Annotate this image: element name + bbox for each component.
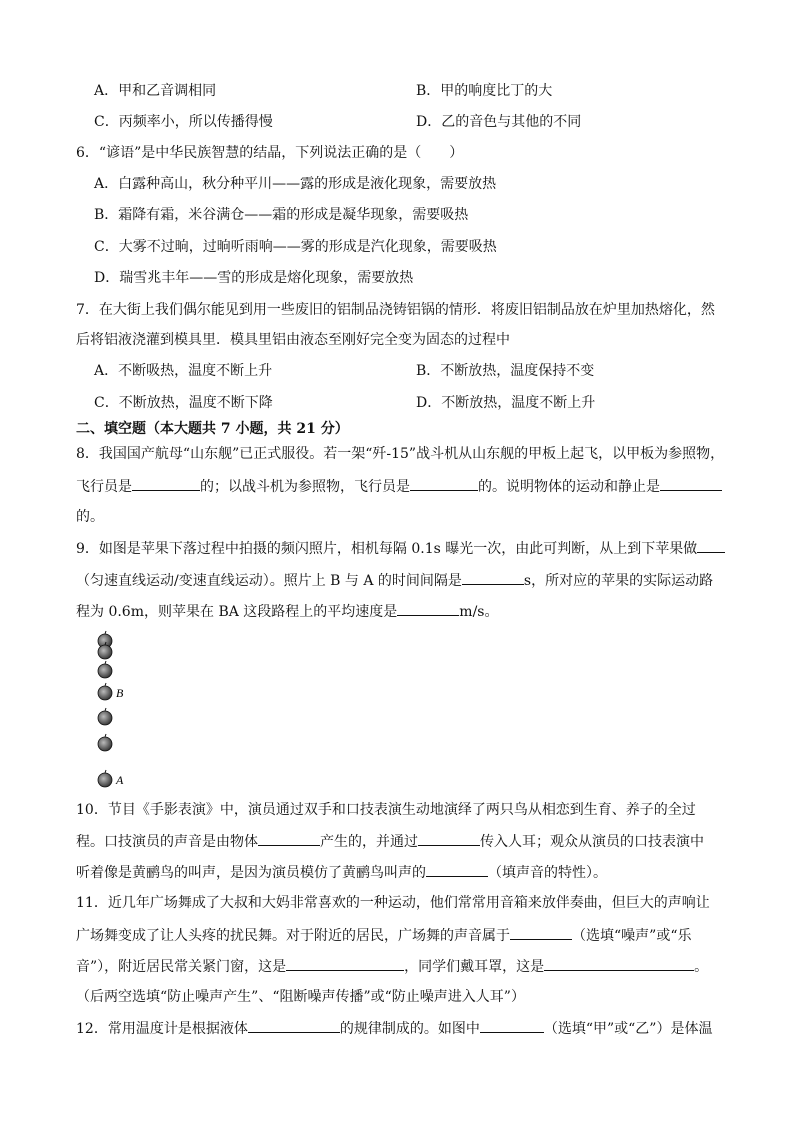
section-heading: 二、填空题（本大题共 7 小题，共 21 分） — [76, 421, 349, 437]
answer-blank[interactable] — [660, 476, 722, 491]
q8-text: 的；以战斗机为参照物，飞行员是 — [200, 479, 410, 495]
q11-line2 — [76, 925, 691, 945]
q5-option-b: B．甲的响度比丁的大 — [416, 83, 553, 99]
q8-line3: 的。 — [76, 509, 104, 525]
q8-line1: 8．我国国产航母“山东舰”已正式服役。若一架“歼-15”战斗机从山东舰的甲板上起飞，以甲板为参照物， — [76, 446, 725, 462]
q11-text: （选填“噪声”或“乐 — [572, 928, 692, 944]
q10-line2 — [76, 831, 704, 851]
figure-label-b: B — [116, 686, 124, 700]
q7-option-a: A．不断吸热，温度不断上升 — [94, 363, 273, 379]
q11-text: 广场舞变成了让人头疼的扰民舞。对于附近的居民，广场舞的声音属于 — [76, 928, 510, 944]
q5-option-a: A．甲和乙音调相同 — [94, 83, 217, 99]
q6-option-c: C．大雾不过晌，过晌听雨响——雾的形成是汽化现象，需要吸热 — [94, 239, 497, 255]
answer-blank[interactable] — [418, 831, 480, 846]
q6-option-a: A．白露种高山，秋分种平川——露的形成是液化现象，需要放热 — [94, 176, 497, 192]
q5-option-c: C．丙频率小，所以传播得慢 — [94, 114, 273, 130]
q9-line3 — [76, 601, 498, 621]
apple-strobe-figure — [90, 630, 150, 795]
q12-text: 的规律制成的。如图中 — [339, 1021, 480, 1037]
q7-option-d: D．不断放热，温度不断上升 — [416, 395, 596, 411]
q11-text: 。 — [694, 959, 709, 975]
answer-blank[interactable] — [480, 1018, 544, 1033]
apple-icon — [98, 734, 112, 751]
q10-text: 程。口技演员的声音是由物体 — [76, 834, 258, 850]
answer-blank[interactable] — [286, 956, 404, 971]
answer-blank[interactable] — [697, 538, 725, 553]
answer-blank[interactable] — [544, 956, 694, 971]
q10-text: （填声音的特性）。 — [488, 865, 607, 881]
q11-line1: 11．近几年广场舞成了大叔和大妈非常喜欢的一种运动，他们常常用音箱来放伴奏曲，但巨大的声响让 — [76, 895, 710, 911]
q10-line1: 10．节目《手影表演》中，演员通过双手和口技表演生动地演绎了两只鸟从相恋到生育、养子的全过 — [76, 802, 696, 818]
q9-text: （匀速直线运动/变速直线运动）。照片上 B 与 A 的时间间隔是 — [76, 573, 462, 589]
q12-text: （选填“甲”或“乙”）是体温 — [543, 1021, 713, 1037]
apple-icon — [98, 708, 112, 725]
q9-text: 9．如图是苹果下落过程中拍摄的频闪照片，相机每隔 0.1s 曝光一次，由此可判断，从上到下苹果做 — [76, 541, 698, 557]
answer-blank[interactable] — [397, 601, 459, 616]
q6-option-b: B．霜降有霜，米谷满仓——霜的形成是凝华现象，需要吸热 — [94, 207, 469, 223]
q11-text: ，同学们戴耳罩，这是 — [404, 959, 545, 975]
answer-blank[interactable] — [258, 831, 320, 846]
answer-blank[interactable] — [410, 476, 478, 491]
q7-stem-line1: 7．在大街上我们偶尔能见到用一些废旧的铝制品浇铸铝锅的情形．将废旧铝制品放在炉里加热熔化，然 — [76, 302, 715, 318]
q10-text: 听着像是黄鹂鸟的叫声，是因为演员模仿了黄鹂鸟叫声的 — [76, 865, 426, 881]
q10-text: 产生的，并通过 — [320, 834, 418, 850]
q11-line4: （后两空选填“防止噪声产生”、“阻断噪声传播”或“防止噪声进入人耳”） — [76, 989, 525, 1005]
q11-text: 音”），附近居民常关紧门窗，这是 — [76, 959, 287, 975]
q11-line3 — [76, 956, 708, 976]
answer-blank[interactable] — [248, 1018, 340, 1033]
q9-text: s，所对应的苹果的实际运动路 — [523, 573, 714, 589]
answer-blank[interactable] — [462, 570, 524, 585]
q9-line2 — [76, 570, 713, 590]
figure-label-a: A — [116, 773, 124, 787]
q7-stem-line2: 后将铝液浇灌到模具里．模具里铝由液态至刚好完全变为固态的过程中 — [76, 332, 510, 348]
q10-line3 — [76, 862, 607, 882]
q5-option-d: D．乙的音色与其他的不同 — [416, 114, 582, 130]
q8-text: 飞行员是 — [76, 479, 132, 495]
q9-line1 — [76, 538, 725, 558]
q7-option-b: B．不断放热，温度保持不变 — [416, 363, 595, 379]
q8-line2 — [76, 476, 722, 496]
q12-line1 — [76, 1018, 712, 1038]
q8-text: 的。说明物体的运动和静止是 — [478, 479, 660, 495]
apple-icon — [98, 770, 112, 787]
answer-blank[interactable] — [132, 476, 200, 491]
q6-option-d: D．瑞雪兆丰年——雪的形成是熔化现象，需要放热 — [94, 270, 414, 286]
q7-option-c: C．不断放热，温度不断下降 — [94, 395, 273, 411]
apple-icon — [98, 661, 112, 678]
q10-text: 传入人耳；观众从演员的口技表演中 — [480, 834, 704, 850]
q6-stem: 6．“谚语”是中华民族智慧的结晶，下列说法正确的是（ ） — [76, 145, 464, 161]
answer-blank[interactable] — [426, 862, 488, 877]
answer-blank[interactable] — [510, 925, 572, 940]
q9-text: 程为 0.6m，则苹果在 BA 这段路程上的平均速度是 — [76, 604, 398, 620]
apple-icon — [98, 683, 112, 700]
q12-text: 12．常用温度计是根据液体 — [76, 1021, 248, 1037]
q9-text: m/s。 — [459, 604, 499, 620]
